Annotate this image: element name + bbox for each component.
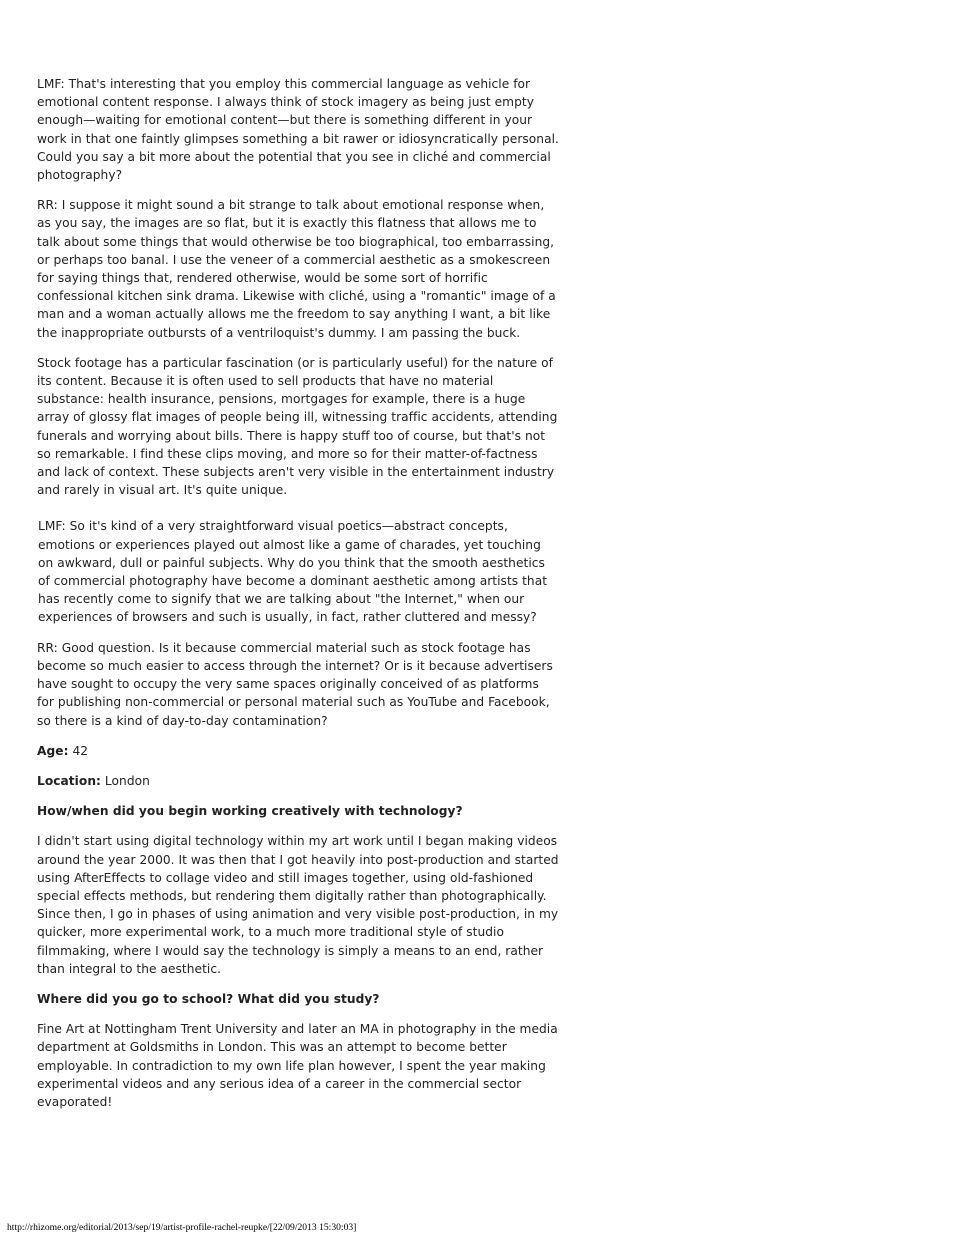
age-label: Age: <box>37 743 69 758</box>
profile-answer-school: Fine Art at Nottingham Trent University and later an MA in photography in the media department at Goldsmiths in London. This was an attempt to become better employable. In contradiction to my own life plan however, I spent the year making experimental videos and any serious idea of a career in the commercial sector evaporated! <box>37 1022 558 1109</box>
age-value: 42 <box>72 743 89 758</box>
profile-question-technology: How/when did you begin working creatively with technology? <box>37 804 463 819</box>
interview-answer-rr-1: RR: I suppose it might sound a bit strange to talk about emotional response when, as you say, the images are so flat, but it is exactly this flatness that allows me to talk about some things that would otherwise be too biographical, too embarrassing, or perhaps too banal. I use the veneer of a commercial aesthetic as a smokescreen for saying things that, rendered otherwise, would be some sort of horrific confessional kitchen sink drama. Likewise with cliché, using a "romantic" image of a man and a woman actually allows me the freedom to say anything I want, a bit like the inappropriate outbursts of a ventriloquist's dummy. I am passing the buck. <box>37 198 556 340</box>
profile-question-school: Where did you go to school? What did you study? <box>37 991 380 1006</box>
profile-age <box>37 742 559 760</box>
location-value: London <box>104 773 150 788</box>
profile-answer-technology: I didn't start using digital technology within my art work until I began making videos around the year 2000. It was then that I got heavily into post-production and started using AfterEffects to collage video and still images together, using old-fashioned special effects methods, but rendering them digitally rather than photographically. Since then, I go in phases of using animation and very visible post-production, in my quicker, more experimental work, to a much more traditional style of studio filmmaking, where I would say the technology is simply a means to an end, rather than integral to the aesthetic. <box>37 834 559 976</box>
interview-question-lmf-2: LMF: So it's kind of a very straightforward visual poetics—abstract concepts, emotions or experiences played out almost like a game of charades, yet touching on awkward, dull or painful subjects. Why do you think that the smooth aesthetics of commercial photography have become a dominant aesthetic among artists that has recently come to signify that we are talking about "the Internet," when our experiences of browsers and such is usually, in fact, rather cluttered and messy? <box>38 519 548 625</box>
page-url-footer: http://rhizome.org/editorial/2013/sep/19/artist-profile-rachel-reupke/[22/09/2013 15:30:03] <box>7 1222 357 1233</box>
article-body <box>37 75 559 1123</box>
location-label: Location: <box>37 773 101 788</box>
profile-location <box>37 772 559 790</box>
interview-answer-rr-2: RR: Good question. Is it because commercial material such as stock footage has become so much easier to access through the internet? Or is it because advertisers have sought to occupy the very same spaces originally conceived of as platforms for publishing non-commercial or personal material such as YouTube and Facebook, so there is a kind of day-to-day contamination? <box>37 640 553 728</box>
interview-answer-rr-1-cont: Stock footage has a particular fascination (or is particularly useful) for the nature of its content. Because it is often used to sell products that have no material substance: health insurance, pensions, mortgages for example, there is a huge array of glossy flat images of people being ill, witnessing traffic accidents, attending funerals and worrying about bills. There is happy stuff too of course, but that's not so remarkable. I find these clips moving, and more so for their matter-of-factness and lack of context. These subjects aren't very visible in the entertainment industry and rarely in visual art. It's quite unique. <box>37 355 558 498</box>
interview-question-lmf-1: LMF: That's interesting that you employ this commercial language as vehicle for emotional content response. I always think of stock imagery as being just empty enough—waiting for emotional content—but there is something different in your work in that one faintly glimpses something a bit rawer or idiosyncratically personal. Could you say a bit more about the potential that you see in cliché and commercial photography? <box>37 77 559 183</box>
